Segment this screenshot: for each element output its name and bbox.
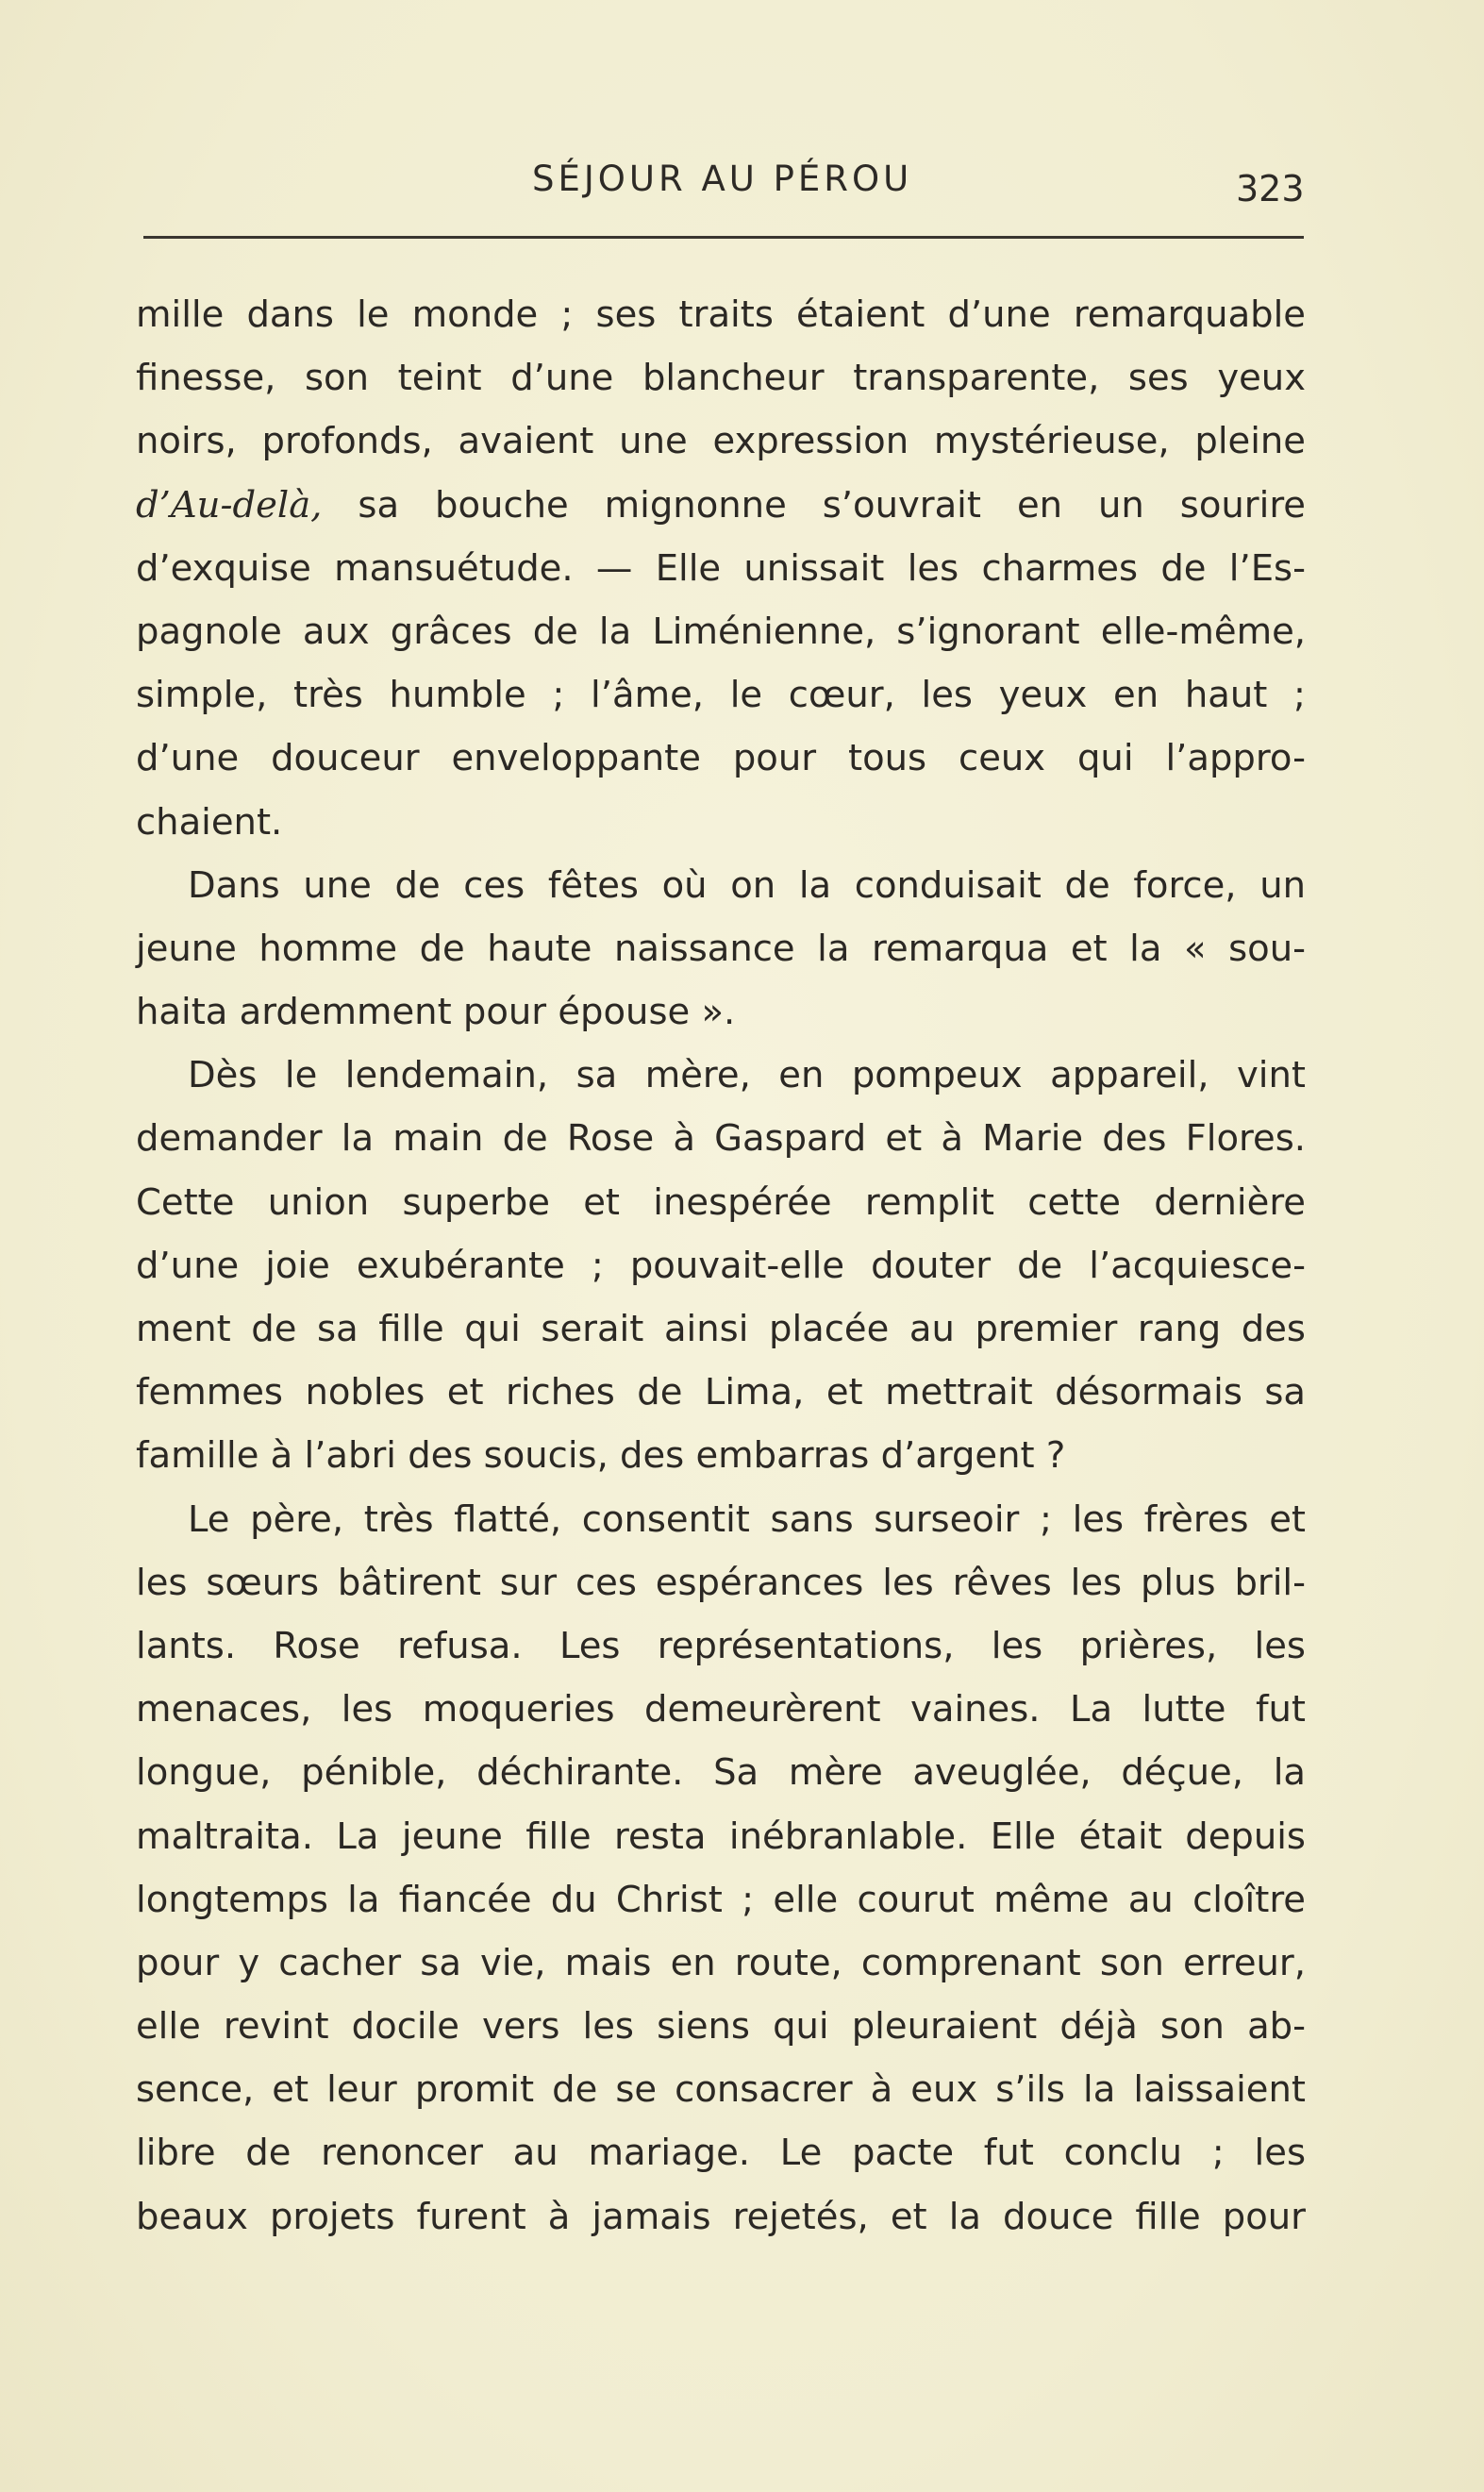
text-line: demander la main de Rose à Gaspard et à Marie des Flores. [136,1117,1306,1161]
text-line: noirs, profonds, avaient une expression mystérieuse, pleine [136,420,1306,463]
header-rule [143,236,1304,239]
text-line: Dès le lendemain, sa mère, en pompeux appareil, vint [188,1054,1306,1097]
text-line: pagnole aux grâces de la Liménienne, s’ignorant elle-même, [136,610,1306,653]
text-line: pour y cacher sa vie, mais en route, comprenant son erreur, [136,1941,1306,1984]
text-line: Cette union superbe et inespérée remplit cette dernière [136,1180,1306,1224]
text-line: d’une joie exubérante ; pouvait-elle douter de l’acquiesce- [136,1244,1306,1287]
italic-phrase: d’Au-delà, [136,483,323,527]
text-line: lants. Rose refusa. Les représentations, les prières, les [136,1624,1306,1667]
text-line: longue, pénible, déchirante. Sa mère aveuglée, déçue, la [136,1751,1306,1795]
text-line: Dans une de ces fêtes où on la conduisait de force, un [188,863,1306,907]
text-line: longtemps la fiancée du Christ ; elle courut même au cloître [136,1878,1306,1921]
text-line: chaient. [136,800,283,844]
text-line: mille dans le monde ; ses traits étaient d’une remarquable [136,293,1306,336]
text-line: menaces, les moqueries demeurèrent vaines. La lutte fut [136,1688,1306,1731]
text-line-with-italic [136,474,1306,537]
running-title: SÉJOUR AU PÉROU [532,159,913,199]
text-line-rest: sa bouche mignonne s’ouvrait en un sourire [358,483,1306,527]
text-line: haita ardemment pour épouse ». [136,991,736,1034]
body-text [136,283,1306,2249]
text-line: Le père, très flatté, consentit sans surseoir ; les frères et [188,1497,1306,1541]
text-line: femmes nobles et riches de Lima, et mettrait désormais sa [136,1371,1306,1414]
page-header [0,159,1484,215]
text-line: les sœurs bâtirent sur ces espérances les rêves les plus bril- [136,1561,1306,1604]
text-line: d’exquise mansuétude. — Elle unissait les charmes de l’Es- [136,546,1306,590]
page-number: 323 [1236,168,1305,209]
text-line: finesse, son teint d’une blancheur transparente, ses yeux [136,357,1306,400]
text-line: maltraita. La jeune fille resta inébranlable. Elle était depuis [136,1815,1306,1858]
text-line: sence, et leur promit de se consacrer à eux s’ils la laissaient [136,2068,1306,2112]
text-line: libre de renoncer au mariage. Le pacte fut conclu ; les [136,2132,1306,2175]
text-line: elle revint docile vers les siens qui pleuraient déjà son ab- [136,2005,1306,2049]
text-line: jeune homme de haute naissance la remarqua et la « sou- [136,927,1306,970]
text-line: ment de sa fille qui serait ainsi placée au premier rang des [136,1308,1306,1350]
text-line: beaux projets furent à jamais rejetés, et la douce fille pour [136,2195,1306,2238]
text-line: famille à l’abri des soucis, des embarras d’argent ? [136,1434,1066,1478]
text-line: d’une douceur enveloppante pour tous ceux qui l’appro- [136,737,1306,780]
text-line: simple, très humble ; l’âme, le cœur, les yeux en haut ; [136,674,1306,717]
